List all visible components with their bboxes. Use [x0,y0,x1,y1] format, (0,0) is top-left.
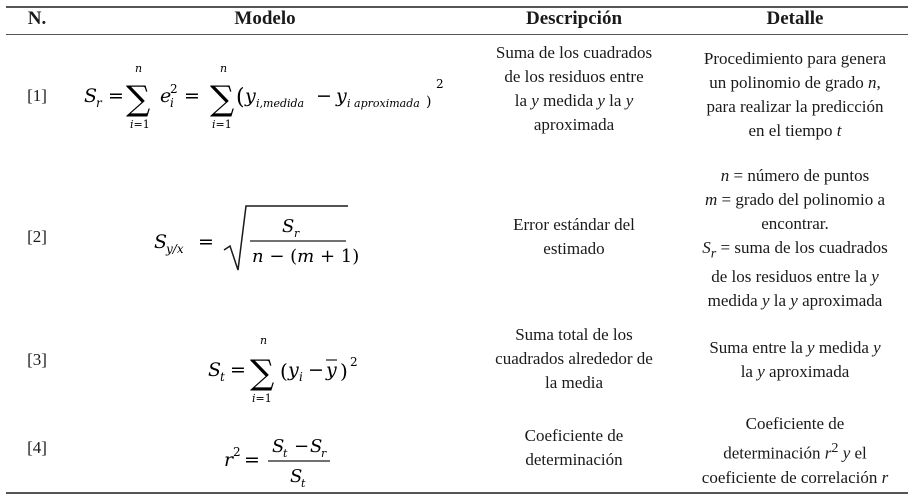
row-2-desc-line-2: estimado [543,239,605,258]
row-1-detail-line-2: un polinomio de grado n, [709,73,881,92]
table-bottom-rule [6,492,908,494]
row-4-detail [684,412,906,490]
svg-text:i=1: i=1 [252,392,272,405]
svg-text:S: S [310,436,323,457]
svg-text:2: 2 [233,445,241,459]
svg-text:r: r [294,227,300,240]
row-1-description [474,41,674,137]
row-3-desc-line-3: la media [544,373,604,392]
svg-text:): ) [426,94,432,110]
header-descripcion: Descripción [525,8,623,29]
svg-text:2: 2 [436,77,444,91]
row-2-detail-line-4: $S_r$ = suma de los cuadrados [702,238,888,262]
row-2-detail-line-3: encontrar. [761,214,829,233]
svg-text:=: = [198,231,214,253]
svg-text:t: t [301,477,306,490]
row-4-desc-line-1: Coeficiente de [524,426,624,445]
svg-text:y: y [336,85,347,107]
row-2-detail-line-5: de los residuos entre la y [711,267,879,287]
svg-text:t: t [283,447,288,460]
svg-text:r: r [321,447,327,460]
row-1-desc-line-3: la y medida y la y [514,91,634,110]
svg-text:S: S [208,359,222,381]
svg-text:=: = [230,359,246,381]
row-2-detail-line-6: medida y la y aproximada [707,291,883,311]
row-1-number: [1] [27,86,47,105]
formula-3 [204,330,374,408]
row-1-detail-line-4: en el tiempo t [748,121,842,140]
row-1-detail-line-1: Procedimiento para genera [703,49,887,68]
header-detalle: Detalle [766,8,824,29]
svg-text:S: S [290,466,303,487]
svg-text:2: 2 [170,82,178,96]
row-3-detail [684,336,906,384]
table-header-rule [6,34,908,35]
svg-text:S: S [282,216,295,237]
svg-text:i aproximada: i aproximada [347,97,420,110]
row-3-detail-line-2: la y aproximada [740,362,850,381]
row-2-detail [684,164,906,313]
row-2-detail-line-2: m = grado del polinomio a [704,190,886,209]
row-4-desc-line-2: determinación [525,450,623,469]
formula-1 [80,50,470,140]
row-3-desc-line-2: cuadrados alrededor de [495,349,653,368]
svg-text:n: n [135,62,143,75]
svg-text:i: i [299,370,303,384]
row-1-desc-line-4: aproximada [533,115,615,134]
row-4-detail-line-1: Coeficiente de [745,414,845,433]
row-4-detail-line-3: coeficiente de correlación r [701,467,889,487]
svg-text:∑: ∑ [250,353,275,393]
svg-text:y/x: y/x [166,242,184,256]
svg-text:2: 2 [350,355,358,369]
row-1-desc-line-2: de los residuos entre [504,67,644,86]
svg-text:r: r [96,96,102,110]
svg-text:i: i [170,96,174,110]
row-4-number: [4] [27,438,47,457]
row-2-number: [2] [27,227,47,246]
svg-text:r: r [224,449,234,471]
row-4-description [474,424,674,472]
svg-text:i,medida: i,medida [256,97,305,110]
formula-4 [220,430,350,492]
row-3-detail-line-1: Suma entre la y medida y [709,338,881,357]
svg-text:=: = [244,449,260,471]
svg-text:y: y [288,359,299,381]
row-2-detail-line-1: n = número de puntos [720,166,870,185]
svg-text:(: ( [236,85,245,110]
svg-text:y: y [245,85,256,107]
svg-text:n − (m + 1): n − (m + 1) [252,246,360,267]
svg-text:n: n [260,334,268,347]
row-3-description [474,323,674,395]
svg-text:i=1: i=1 [130,118,150,131]
row-3-desc-line-1: Suma total de los [515,325,633,344]
svg-text:∑: ∑ [210,79,235,119]
row-2-description [474,213,674,261]
svg-text:(: ( [280,359,288,383]
svg-text:−: − [316,85,332,107]
row-2-desc-line-1: Error estándar del [513,215,635,234]
row-3-number: [3] [27,350,47,369]
svg-text:S: S [272,436,285,457]
svg-text:i=1: i=1 [212,118,232,131]
svg-text:): ) [340,359,348,383]
svg-text:y: y [326,359,337,381]
svg-text:−: − [294,436,310,457]
row-4-detail-line-2: determinación $r^2$ y el [723,440,867,463]
svg-text:n: n [220,62,228,75]
row-1-desc-line-1: Suma de los cuadrados [495,43,653,62]
formula-2 [150,196,360,276]
svg-text:t: t [220,370,225,384]
svg-text:e: e [160,85,172,107]
row-1-detail-line-3: para realizar la predicción [706,97,884,116]
svg-text:=: = [108,85,124,107]
row-1-detail [684,47,906,143]
svg-text:∑: ∑ [126,79,151,119]
svg-text:S: S [84,85,98,107]
svg-text:−: − [308,359,324,381]
svg-text:S: S [154,231,168,253]
svg-text:=: = [184,85,200,107]
header-modelo: Modelo [234,8,296,29]
header-n: N. [27,8,47,29]
